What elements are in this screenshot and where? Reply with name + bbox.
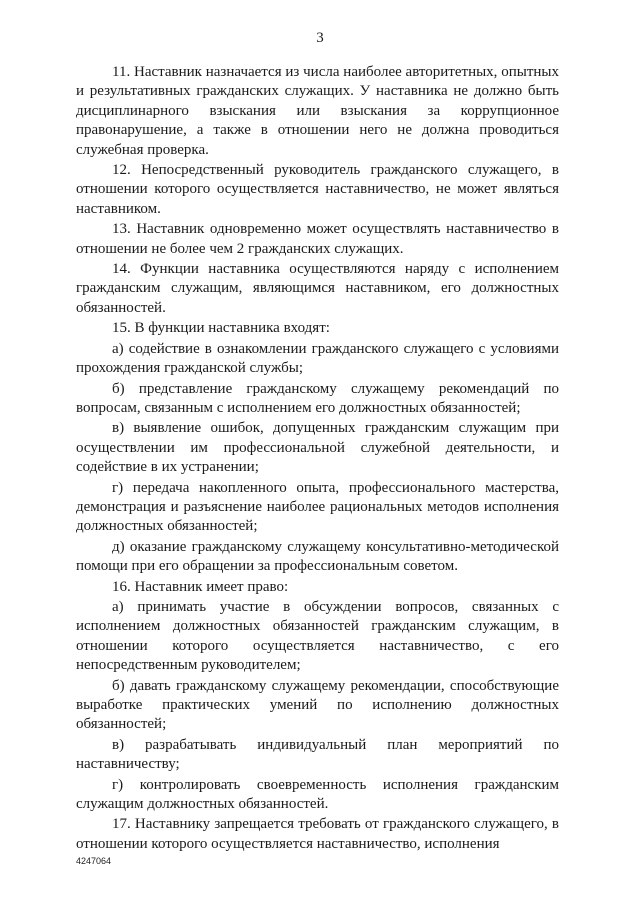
- paragraph-15-a: а) содействие в ознакомлении гражданского служащего с условиями прохождения гражданской службы;: [76, 340, 559, 377]
- paragraph-15: 15. В функции наставника входят:: [112, 320, 330, 337]
- page-number: 3: [316, 30, 324, 46]
- paragraph-16-a: а) принимать участие в обсуждении вопросов, связанных с исполнением должностных обязанностей гражданским служащим, в отношении которого осуществляется наставничество, с его непосредственным руководителем;: [76, 598, 559, 674]
- paragraph-17: 17. Наставнику запрещается требовать от гражданского служащего, в отношении которого осуществляется наставничество, исполнения: [76, 816, 559, 852]
- paragraph-16: 16. Наставник имеет право:: [112, 578, 289, 595]
- document-body: [76, 62, 559, 854]
- paragraph-16-b: б) давать гражданскому служащему рекомендации, способствующие выработке практических умений по исполнению должностных обязанностей;: [76, 677, 559, 733]
- paragraph-15-d: д) оказание гражданскому служащему консультативно-методической помощи при его обращении за профессиональным советом.: [76, 538, 559, 575]
- document-code: 4247064: [76, 856, 112, 866]
- paragraph-15-g: г) передача накопленного опыта, профессионального мастерства, демонстрация и разъяснение наиболее рациональных методов исполнения должностных обязанностей;: [76, 479, 559, 535]
- paragraph-14: 14. Функции наставника осуществляются наряду с исполнением гражданским служащим, являющимся наставником, его должностных обязанностей.: [76, 261, 559, 316]
- paragraph-13: 13. Наставник одновременно может осуществлять наставничество в отношении не более чем 2 гражданских служащих.: [76, 221, 559, 257]
- paragraph-12: 12. Непосредственный руководитель гражданского служащего, в отношении которого осуществляется наставничество, не может являться наставником.: [76, 162, 559, 217]
- paragraph-15-b: б) представление гражданскому служащему рекомендаций по вопросам, связанным с исполнением его должностных обязанностей;: [76, 380, 559, 416]
- paragraph-16-g: г) контролировать своевременность исполнения гражданским служащим должностных обязанностей.: [76, 776, 559, 813]
- paragraph-11: 11. Наставник назначается из числа наиболее авторитетных, опытных и результативных гражданских служащих. У наставника не должно быть дисциплинарного взыскания или взыскания за коррупционное правонарушение, а также в отношении него не должна проводиться служебная проверка.: [76, 64, 559, 158]
- paragraph-15-v: в) выявление ошибок, допущенных гражданским служащим при осуществлении им профессиональной служебной деятельности, и содействие в их устранении;: [76, 420, 559, 476]
- paragraph-16-v: в) разрабатывать индивидуальный план мероприятий по наставничеству;: [76, 736, 559, 773]
